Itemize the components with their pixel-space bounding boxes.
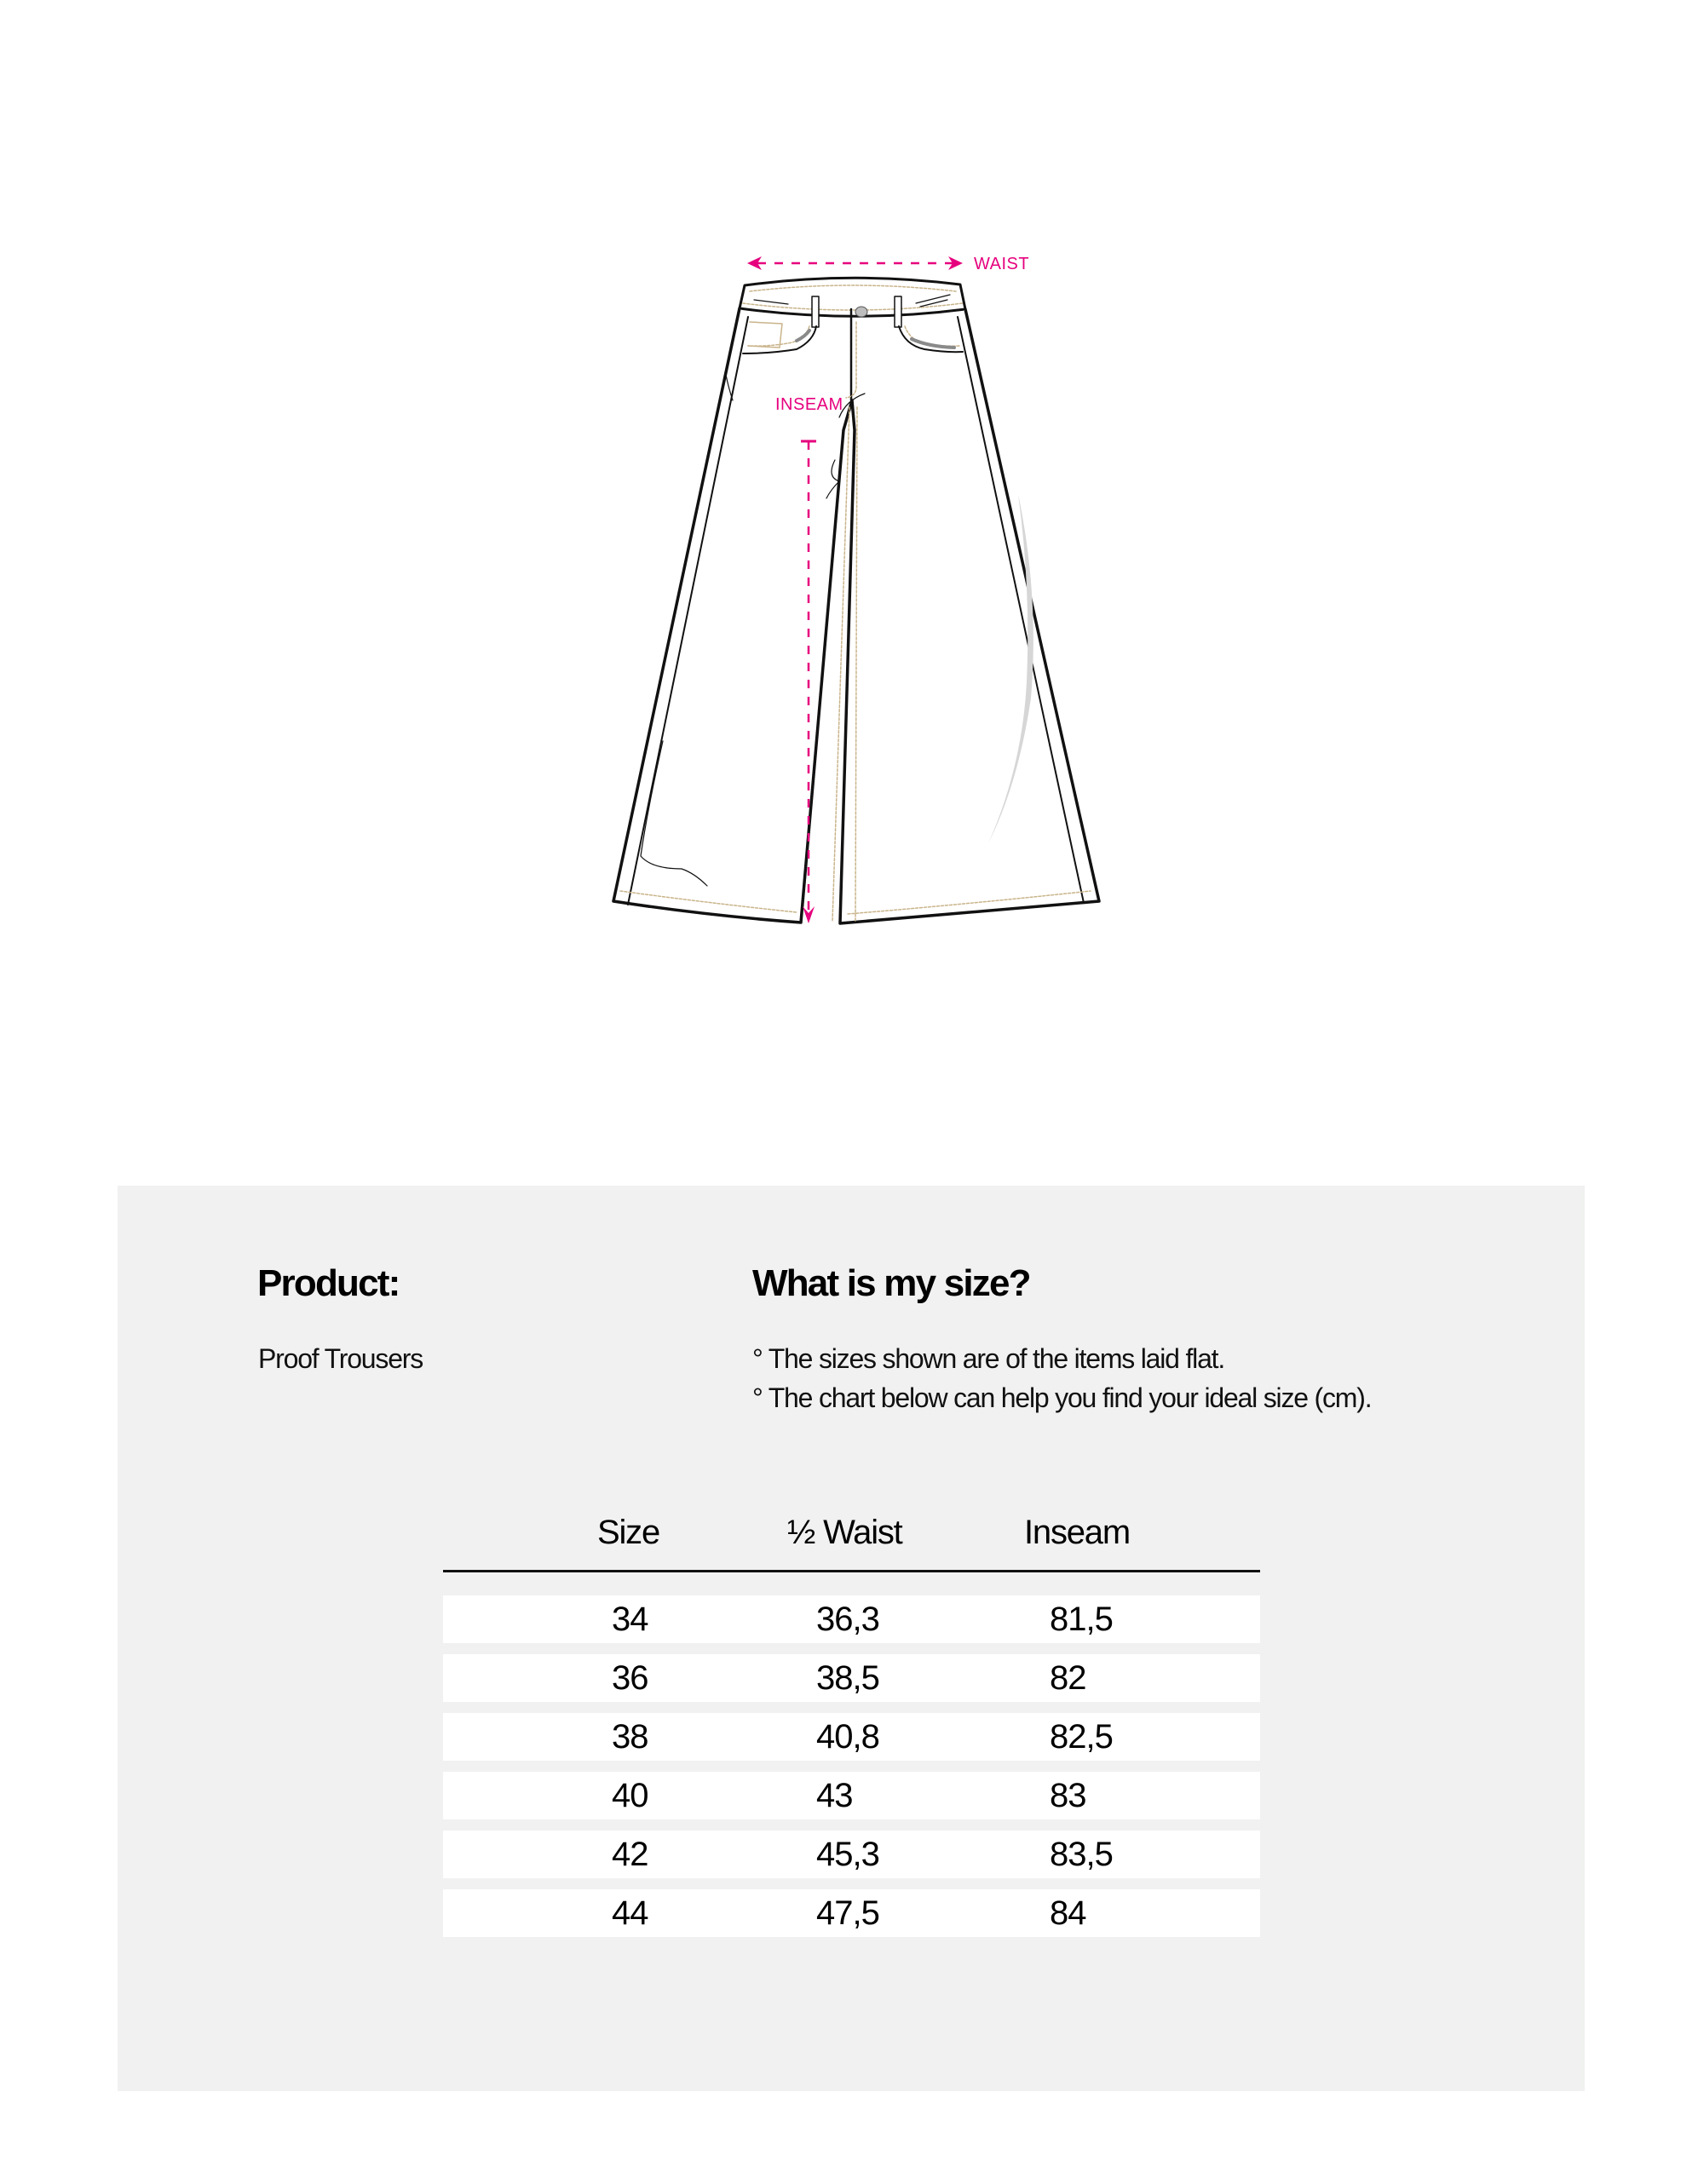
table-row: [443, 1772, 1260, 1819]
inseam-measure-label: INSEAM: [775, 395, 843, 414]
product-heading: Product:: [257, 1262, 400, 1304]
cell-inseam: 83,5: [1050, 1836, 1113, 1873]
cell-inseam: 81,5: [1050, 1601, 1113, 1638]
cell-inseam: 84: [1050, 1894, 1086, 1932]
cell-inseam: 82,5: [1050, 1718, 1113, 1756]
garment-diagram: [0, 0, 1704, 1022]
cell-inseam: 82: [1050, 1659, 1086, 1697]
cell-half-waist: 43: [816, 1777, 853, 1814]
size-heading: What is my size?: [752, 1262, 1030, 1304]
cell-size: 36: [612, 1659, 648, 1697]
product-name: Proof Trousers: [258, 1343, 423, 1374]
header-divider: [443, 1570, 1260, 1572]
cell-inseam: 83: [1050, 1777, 1086, 1814]
column-header-inseam: Inseam: [1024, 1514, 1130, 1551]
table-row: [443, 1831, 1260, 1878]
cell-size: 40: [612, 1777, 648, 1814]
table-row: [443, 1654, 1260, 1702]
size-note-laid-flat: ° The sizes shown are of the items laid flat.: [752, 1343, 1225, 1374]
cell-half-waist: 40,8: [816, 1718, 879, 1756]
cell-size: 38: [612, 1718, 648, 1756]
cell-size: 34: [612, 1601, 648, 1638]
cell-size: 44: [612, 1894, 648, 1932]
column-header-half-waist: ½ Waist: [787, 1514, 902, 1551]
waist-measure-label: WAIST: [974, 255, 1030, 273]
column-header-size: Size: [597, 1514, 660, 1551]
cell-size: 42: [612, 1836, 648, 1873]
table-row: [443, 1595, 1260, 1643]
table-row: [443, 1889, 1260, 1937]
cell-half-waist: 45,3: [816, 1836, 879, 1873]
trousers-sketch-icon: [0, 0, 1704, 1022]
size-note-chart-help: ° The chart below can help you find your ideal size (cm).: [752, 1382, 1372, 1413]
table-row: [443, 1713, 1260, 1761]
size-guide-panel: [118, 1186, 1585, 2091]
cell-half-waist: 38,5: [816, 1659, 879, 1697]
cell-half-waist: 36,3: [816, 1601, 879, 1638]
cell-half-waist: 47,5: [816, 1894, 879, 1932]
